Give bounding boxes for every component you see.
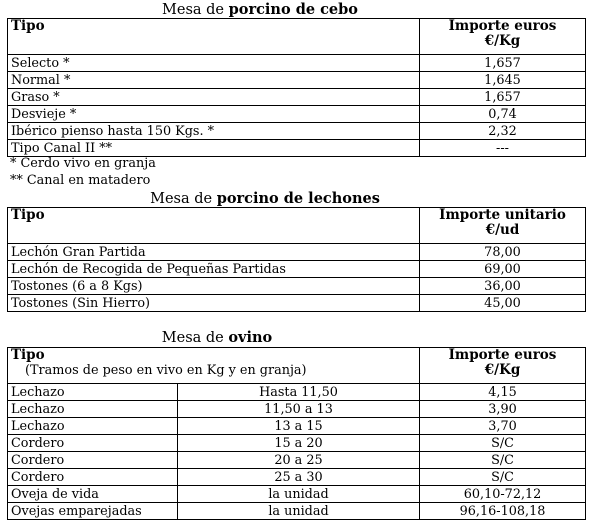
ovino-row-tramo: la unidad bbox=[178, 486, 420, 503]
ovino-header-tipo bbox=[8, 348, 420, 384]
cebo-row-importe: 0,74 bbox=[420, 106, 586, 123]
table-row bbox=[8, 401, 586, 418]
lechones-row-tipo: Lechón Gran Partida bbox=[8, 244, 420, 261]
lechones-row-importe: 78,00 bbox=[420, 244, 586, 261]
cebo-row-importe: --- bbox=[420, 140, 586, 157]
ovino-title bbox=[0, 329, 434, 347]
ovino-row-tipo: Lechazo bbox=[8, 384, 178, 401]
table-row bbox=[8, 418, 586, 435]
lechones-title bbox=[0, 190, 530, 208]
ovino-row-importe: S/C bbox=[420, 469, 586, 486]
cebo-row-importe: 1,645 bbox=[420, 72, 586, 89]
ovino-row-importe: 3,70 bbox=[420, 418, 586, 435]
lechones-header-importe-line2: €/ud bbox=[485, 222, 520, 238]
table-row bbox=[8, 503, 586, 520]
cebo-title-prefix: Mesa de bbox=[162, 2, 229, 18]
ovino-header-tipo-label: Tipo bbox=[11, 347, 45, 363]
lechones-row-importe: 36,00 bbox=[420, 278, 586, 295]
cebo-header-importe-line1: Importe euros bbox=[448, 18, 557, 34]
table-row bbox=[8, 384, 586, 401]
ovino-row-tramo: 11,50 a 13 bbox=[178, 401, 420, 418]
lechones-row-importe: 69,00 bbox=[420, 261, 586, 278]
ovino-row-importe: 4,15 bbox=[420, 384, 586, 401]
ovino-row-tramo: 15 a 20 bbox=[178, 435, 420, 452]
cebo-note-1: * Cerdo vivo en granja bbox=[10, 156, 156, 171]
ovino-row-importe: 96,16-108,18 bbox=[420, 503, 586, 520]
table-row bbox=[8, 278, 586, 295]
cebo-header-tipo: Tipo bbox=[8, 19, 420, 55]
cebo-row-tipo: Tipo Canal II ** bbox=[8, 140, 420, 157]
table-row bbox=[8, 295, 586, 312]
lechones-title-prefix: Mesa de bbox=[150, 191, 217, 207]
table-row bbox=[8, 452, 586, 469]
ovino-header-importe bbox=[420, 348, 586, 384]
lechones-header-importe bbox=[420, 208, 586, 244]
cebo-row-tipo: Normal * bbox=[8, 72, 420, 89]
ovino-header-importe-line1: Importe euros bbox=[448, 347, 557, 363]
lechones-table bbox=[7, 207, 586, 312]
cebo-title-bold: porcino de cebo bbox=[228, 1, 358, 18]
ovino-row-tramo: 25 a 30 bbox=[178, 469, 420, 486]
lechones-header-tipo: Tipo bbox=[8, 208, 420, 244]
ovino-row-tipo: Lechazo bbox=[8, 418, 178, 435]
lechones-row-tipo: Lechón de Recogida de Pequeñas Partidas bbox=[8, 261, 420, 278]
lechones-row-importe: 45,00 bbox=[420, 295, 586, 312]
ovino-title-prefix: Mesa de bbox=[161, 330, 229, 346]
cebo-header-importe bbox=[420, 19, 586, 55]
ovino-header-tramos: (Tramos de peso en vivo en Kg y en granja) bbox=[25, 363, 307, 378]
lechones-row-tipo: Tostones (6 a 8 Kgs) bbox=[8, 278, 420, 295]
cebo-row-tipo: Desvieje * bbox=[8, 106, 420, 123]
lechones-title-bold: porcino de lechones bbox=[216, 190, 380, 207]
cebo-row-tipo: Graso * bbox=[8, 89, 420, 106]
ovino-row-tramo: 13 a 15 bbox=[178, 418, 420, 435]
ovino-row-tipo: Cordero bbox=[8, 435, 178, 452]
table-row bbox=[8, 55, 586, 72]
ovino-row-tramo: Hasta 11,50 bbox=[178, 384, 420, 401]
cebo-row-tipo: Selecto * bbox=[8, 55, 420, 72]
table-row bbox=[8, 140, 586, 157]
table-row bbox=[8, 435, 586, 452]
ovino-row-tipo: Lechazo bbox=[8, 401, 178, 418]
ovino-row-tipo: Cordero bbox=[8, 452, 178, 469]
cebo-row-importe: 1,657 bbox=[420, 89, 586, 106]
ovino-row-importe: 60,10-72,12 bbox=[420, 486, 586, 503]
ovino-header-importe-line2: €/Kg bbox=[484, 362, 521, 378]
lechones-header-importe-line1: Importe unitario bbox=[439, 207, 566, 223]
ovino-row-importe: 3,90 bbox=[420, 401, 586, 418]
ovino-row-tipo: Oveja de vida bbox=[8, 486, 178, 503]
table-row bbox=[8, 469, 586, 486]
ovino-row-tramo: 20 a 25 bbox=[178, 452, 420, 469]
cebo-note-2: ** Canal en matadero bbox=[10, 173, 151, 188]
table-row bbox=[8, 261, 586, 278]
table-row bbox=[8, 244, 586, 261]
cebo-row-importe: 2,32 bbox=[420, 123, 586, 140]
cebo-row-importe: 1,657 bbox=[420, 55, 586, 72]
ovino-row-importe: S/C bbox=[420, 435, 586, 452]
table-row bbox=[8, 106, 586, 123]
cebo-table bbox=[7, 18, 586, 157]
cebo-title bbox=[0, 1, 520, 19]
table-row bbox=[8, 72, 586, 89]
table-row bbox=[8, 486, 586, 503]
ovino-row-tipo: Ovejas emparejadas bbox=[8, 503, 178, 520]
table-row bbox=[8, 89, 586, 106]
table-row bbox=[8, 123, 586, 140]
ovino-row-tramo: la unidad bbox=[178, 503, 420, 520]
ovino-title-bold: ovino bbox=[228, 329, 273, 346]
ovino-row-importe: S/C bbox=[420, 452, 586, 469]
ovino-table bbox=[7, 347, 586, 520]
cebo-row-tipo: Ibérico pienso hasta 150 Kgs. * bbox=[8, 123, 420, 140]
cebo-header-importe-line2: €/Kg bbox=[484, 33, 521, 49]
lechones-row-tipo: Tostones (Sin Hierro) bbox=[8, 295, 420, 312]
ovino-row-tipo: Cordero bbox=[8, 469, 178, 486]
